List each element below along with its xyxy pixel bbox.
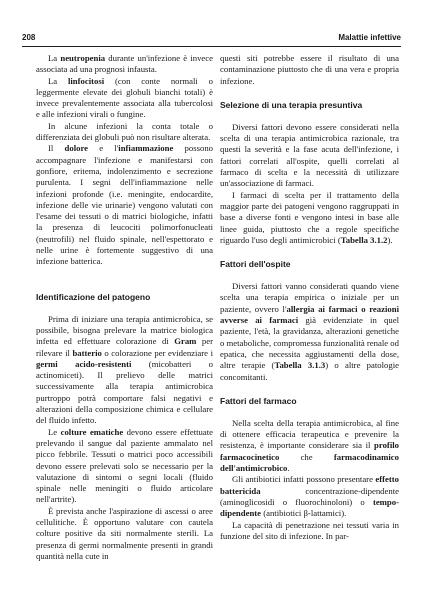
paragraph-gram: Prima di iniziare una terapia antimicrobica, se possibile, bisogna prelevare la matrice biologica infetta ed effettuare colorazione di Gram per rilevare il batterio o colorazione per evidenziare i germi acido-resistenti (micobatteri o actinomiceti). Il prelievo delle matrici successivamente alla terapia antimicrobica purtroppo potrà comportare falsi negativi e alterazioni della composizione chimica e cellulare del fluido infetto. (36, 313, 213, 426)
bold-term: dolore (64, 143, 89, 154)
bold-term: infiammazione (118, 143, 174, 154)
bold-term: effetto battericida (220, 474, 399, 496)
running-title: Malattie infettive (338, 33, 401, 42)
page-number: 208 (22, 33, 36, 42)
paragraph-contaminazione: questi siti potrebbe essere il risultato di una contaminazione piuttosto che di una vera e propria infezione. (220, 53, 399, 86)
paragraph-farmaco: Nella scelta della terapia antimicrobica, al fine di ottenere efficacia terapeutica e prevenire la resistenza, è importante considerare sia il profilo farmacocinetico che farmacodinamico dell'antimicrobico. (220, 417, 399, 474)
paragraph-linfocitosi: La linfocitosi (con conte normali o leggermente elevate dei globuli bianchi totali) è invece prevalentemente associata alla tubercolosi e alle infezioni virali o fungine. (36, 75, 213, 120)
page-header (22, 33, 401, 45)
bold-term: Gram (174, 336, 197, 347)
paragraph-antibiotici: Gli antibiotici infatti possono presentare effetto battericida concentrazione-dipendente (aminoglicosidi o fluorochinoloni) o tempo-dipendente (antibiotici β-lattamici). (220, 474, 399, 519)
heading-fattori-ospite: Fattori dell'ospite (220, 259, 291, 270)
paragraph-penetrazione: La capacità di penetrazione nei tessuti varia in funzione del sito di infezione. In par- (220, 519, 399, 541)
paragraph-conta: In alcune infezioni la conta totale o differenziata dei globuli può non risultare alterata. (36, 120, 213, 143)
bold-term: neutropenia (60, 53, 106, 63)
paragraph-fattori: Diversi fattori devono essere considerati nella scelta di una terapia antimicrobica razionale, tra questi la severità e la fase acuta dell'infezione, i fattori correlati all'ospite, quelli correlati al farmaco di scelta e la necessità di utilizzare un'associazione di farmaci. (220, 121, 399, 189)
paragraph-farmaci-scelta: I farmaci di scelta per il trattamento della maggior parte dei patogeni vengono raggruppati in base a diverse fonti e vengono intesi in base alle linee guida, piuttosto che a regole specifiche riguardo l'uso degli antimicrobici (Tabella 3.1.2). (220, 189, 399, 245)
paragraph-ascessi: È prevista anche l'aspirazione di ascessi o aree cellulitiche. È opportuno valutare con cautela colture positive da siti normalmente sterili. La presenza di germi normalmente presenti in grandi quantità nella cute in (36, 505, 213, 561)
bold-term: linfocitosi (67, 75, 105, 86)
bold-term: batterio (72, 347, 102, 358)
heading-fattori-farmaco: Fattori del farmaco (220, 395, 297, 406)
heading-identificazione-patogeno: Identificazione del patogeno (36, 291, 151, 302)
bold-term: Tabella 3.1.2 (340, 234, 388, 245)
bold-term: Tabella 3.1.3 (274, 360, 326, 371)
bold-term: profilo farmacocinetico (220, 440, 399, 462)
bold-term: allergia ai farmaci o reazioni avverse ai farmaci (220, 303, 399, 326)
bold-term: farmacodinamico dell'antimicrobico (220, 451, 399, 474)
bold-term: colture ematiche (60, 426, 124, 437)
paragraph-dolore: Il dolore e l'infiammazione possono accompagnare l'infezione e manifestarsi con gonfiore, eritema, indolenzimento e secrezione purulenta. I segni dell'infiammazione nelle infezioni profonde (i.e. meningite, endocardite, infezione delle vie urinarie) vengono valutati con l'esame dei tessuti o di matrici biologiche, infatti la presenza di leucociti polimorfonucleati (neutrofili) nel fluido spinale, nell'espettorato e nelle urine è fortemente suggestivo di una infezione batterica. (36, 143, 214, 267)
bold-term: germi acido-resistenti (36, 358, 132, 369)
paragraph-ospite: Diversi fattori vanno considerati quando viene scelta una terapia empirica o iniziale per un paziente, ovvero l'allergia ai farmaci o reazioni avverse ai farmaci già evidenziate in quel paziente, l'età, la gravidanza, alterazioni genetiche o metaboliche, compromessa funzionalità renale od epatica, che necessita aggiustamenti della dose, altre terapie (Tabella 3.1.3) o altre patologie concomitanti. (220, 281, 400, 382)
header-rule (22, 46, 401, 47)
right-column (220, 53, 399, 542)
left-column (36, 53, 213, 562)
paragraph-colture: Le colture ematiche devono essere effettuate prelevando il sangue dal paziente ammalato nel picco febbrile. Tessuti o matrici poco accessibili devono essere prelevati solo se necessario per la valutazione di sintomi o segni locali (fluido spinale nelle meningiti o fluido articolare nell'artrite). (36, 426, 213, 505)
heading-terapia-presuntiva: Selezione di una terapia presuntiva (220, 99, 363, 110)
bold-term: tempo-dipendente (220, 496, 399, 519)
paragraph-neutropenia: La neutropenia durante un'infezione è invece associata ad una prognosi infausta. (36, 53, 213, 75)
